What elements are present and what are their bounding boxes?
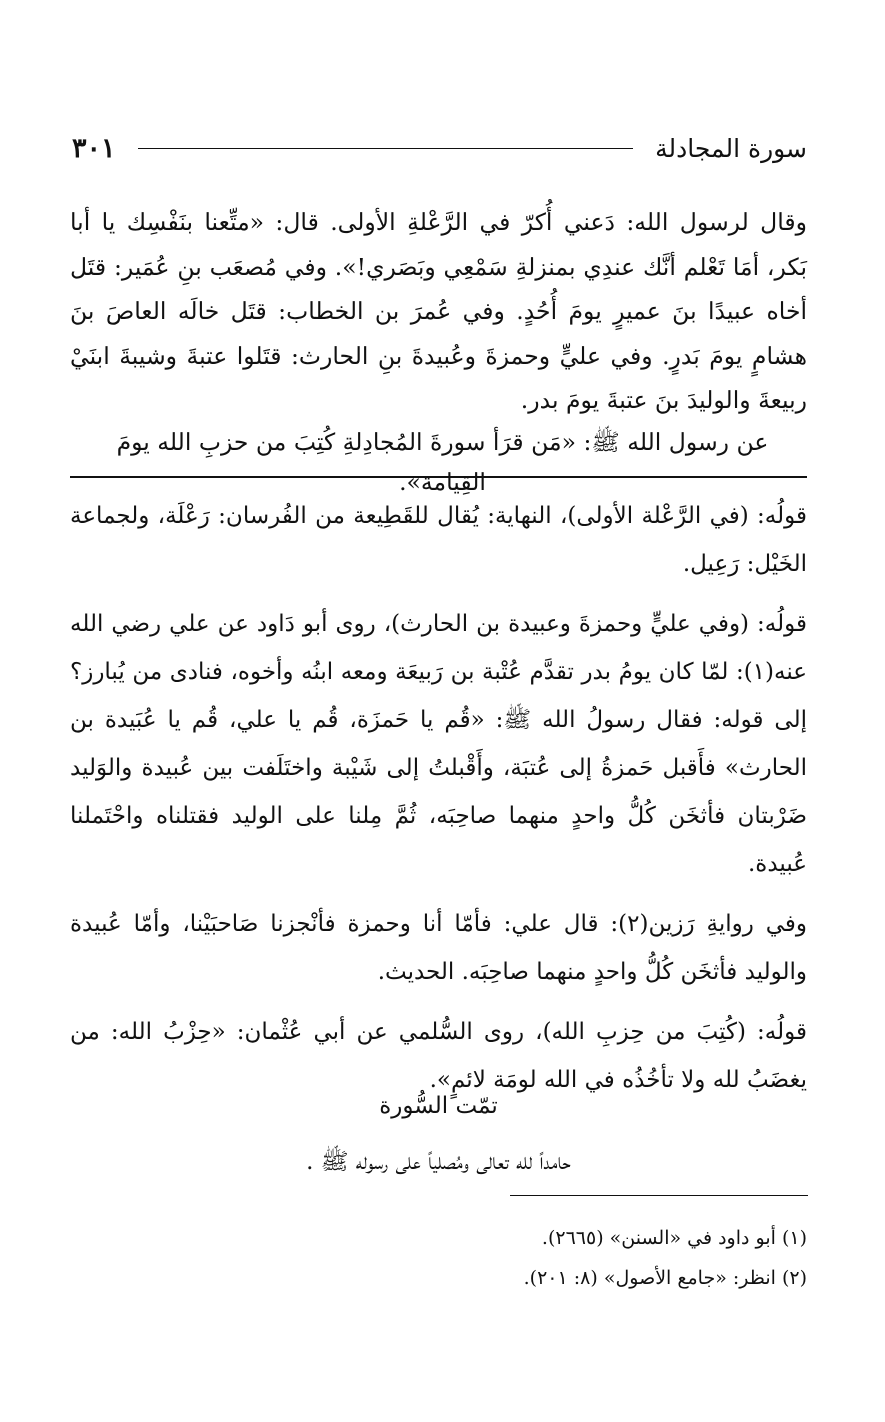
footnote-1: (١) أبو داود في «السنن» (٢٦٦٥). (541, 1227, 807, 1249)
running-header (72, 128, 807, 168)
header-rule (138, 148, 634, 149)
closing-line-2: حامداً لله تعالى ومُصلياً على رسوله ﷺ . (306, 1149, 571, 1175)
page-number: ٣٠١ (72, 132, 116, 164)
section-divider (70, 476, 807, 478)
commentary-paragraph-1: قولُه: (في الرَّعْلة الأولى)، النهاية: يُقال للقَطِيعة من الفُرسان: رَعْلَة، ولجماعة الخَيْل: رَعِيل. (70, 503, 807, 577)
footnote-rule (510, 1195, 808, 1196)
hadith-line (110, 422, 775, 502)
main-text (70, 200, 807, 423)
commentary-paragraph-3: وفي روايةِ رَزين(٢): قال علي: فأمّا أنا وحمزة فأنْجزنا صَاحبَيْنا، وأمّا عُبيدة والوليد فأثخَن كُلُّ واحدٍ منهما صاحِبَه. الحديث. (70, 911, 807, 985)
surah-closing (70, 1078, 807, 1190)
footnotes (70, 1218, 807, 1298)
main-paragraph: وقال لرسول الله: دَعني أُكرّ في الرَّعْلةِ الأولى. قال: «متِّعنا بنَفْسِك يا أبا بَكر، أمَا تَعْلم أنَّك عندِي بمنزلةِ سَمْعِي وبَصَري!». وفي مُصعَب بنِ عُمَير: قتَل أخاه عبيدًا بنَ عميرٍ يومَ أُحُدٍ. وفي عُمرَ بن الخطاب: قتَل خالَه العاصَ بنَ هشامٍ يومَ بَدرٍ. وفي عليٍّ وحمزةَ وعُبيدةَ بنِ الحارث: قتَلوا عتبةَ وشيبةَ ابنَيْ ربيعةَ والوليدَ بنَ عتبةَ يومَ بدر. (70, 208, 807, 414)
commentary-paragraph-4: قولُه: (كُتِبَ من حِزبِ الله)، روى السُّلمي عن أبي عُثْمان: «حِزْبُ الله: من يغضَبُ لله ولا تأخُذُه في الله لومَة لائمٍ». (70, 1019, 807, 1093)
running-title: سورة المجادلة (655, 133, 807, 163)
commentary (70, 492, 807, 1116)
footnote-2: (٢) انظر: «جامع الأصول» (٨: ٢٠١). (523, 1267, 807, 1289)
closing-line-1: تمّت السُّورة (379, 1093, 498, 1119)
commentary-paragraph-2: قولُه: (وفي عليٍّ وحمزةَ وعبيدة بن الحارث)، روى أبو دَاود عن علي رضي الله عنه(١): لمّا كان يومُ بدر تقدَّم عُتْبة بن رَبيعَة ومعه ابنُه وأخوه، فنادى من يُبارز؟ إلى قوله: فقال رسولُ الله ﷺ: «قُم يا حَمزَة، قُم يا علي، قُم يا عُبَيدة بن الحارث» فأَقبل حَمزةُ إلى عُتبَة، وأَقْبلتُ إلى شَيْبة واختَلَفت بين عُبيدة والوَليد ضَرْبتان فأثخَن كُلُّ واحدٍ منهما صاحِبَه، ثُمَّ مِلنا على الوليد فقتلناه واحْتَملنا عُبيدة. (70, 611, 807, 877)
hadith-text: عن رسول الله ﷺ: «مَن قرَأ سورةَ المُجادِلةِ كُتِبَ من حزبِ الله يومَ القِيامة». (116, 428, 769, 496)
